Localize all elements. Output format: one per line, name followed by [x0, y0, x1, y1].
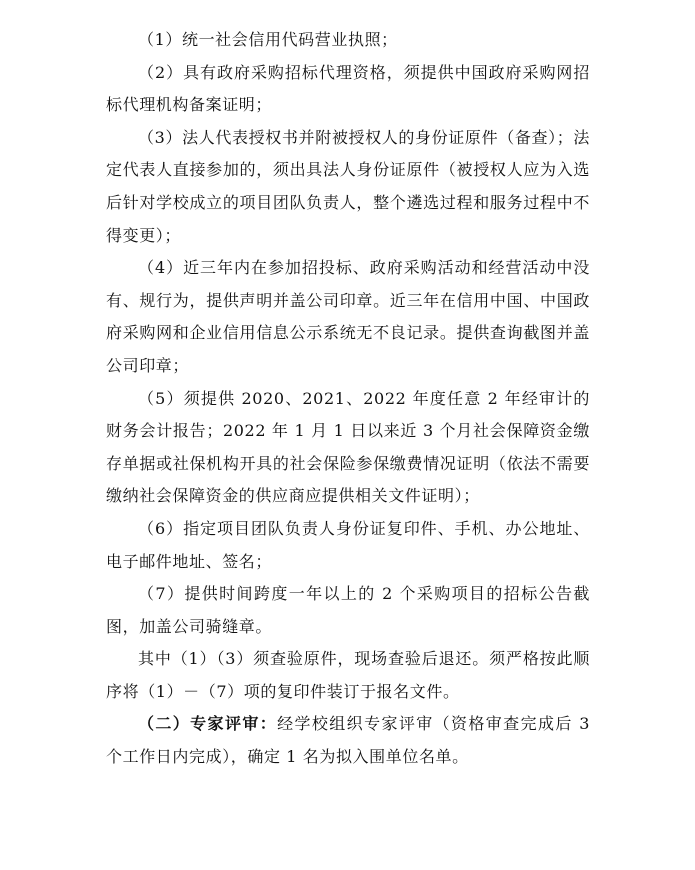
requirement-item-4: （4）近三年内在参加招投标、政府采购活动和经营活动中没有、规行为，提供声明并盖公司印章。近三年在信用中国、中国政府采购网和企业信用信息公示系统无不良记录。提供查询截图并盖公司印章；	[106, 258, 590, 375]
requirement-item-3: （3）法人代表授权书并附被授权人的身份证原件（备查）；法定代表人直接参加的，须出具法人身份证原件（被授权人应为入选后针对学校成立的项目团队负责人，整个遴选过程和服务过程中不得变更）；	[106, 127, 590, 245]
expert-review-text: 经学校组织专家评审（资格审查完成后 3 个工作日内完成），确定 1 名为拟入围单位名单。	[106, 714, 590, 767]
requirement-item-7: （7）提供时间跨度一年以上的 2 个采购项目的招标公告截图，加盖公司骑缝章。	[106, 584, 590, 636]
expert-review-heading: （二）专家评审：	[138, 714, 278, 734]
document-body	[106, 24, 590, 774]
requirement-item-6: （6）指定项目团队负责人身份证复印件、手机、办公地址、电子邮件地址、签名；	[106, 518, 590, 571]
verification-note: 其中（1）（3）须查验原件，现场查验后退还。须严格按此顺序将（1）－（7）项的复印件装订于报名文件。	[106, 649, 590, 701]
requirement-item-2: （2）具有政府采购招标代理资格，须提供中国政府采购网招标代理机构备案证明；	[106, 62, 590, 115]
requirement-item-5: （5）须提供 2020、2021、2022 年度任意 2 年经审计的财务会计报告；2022 年 1 月 1 日以来近 3 个月社会保障资金缴存单据或社保机构开具的社会保险参保缴费情况证明（依法不需要缴纳社会保障资金的供应商应提供相关文件证明）；	[106, 388, 590, 506]
expert-review-paragraph	[106, 708, 590, 773]
requirement-item-1: （1）统一社会信用代码营业执照；	[138, 30, 398, 49]
